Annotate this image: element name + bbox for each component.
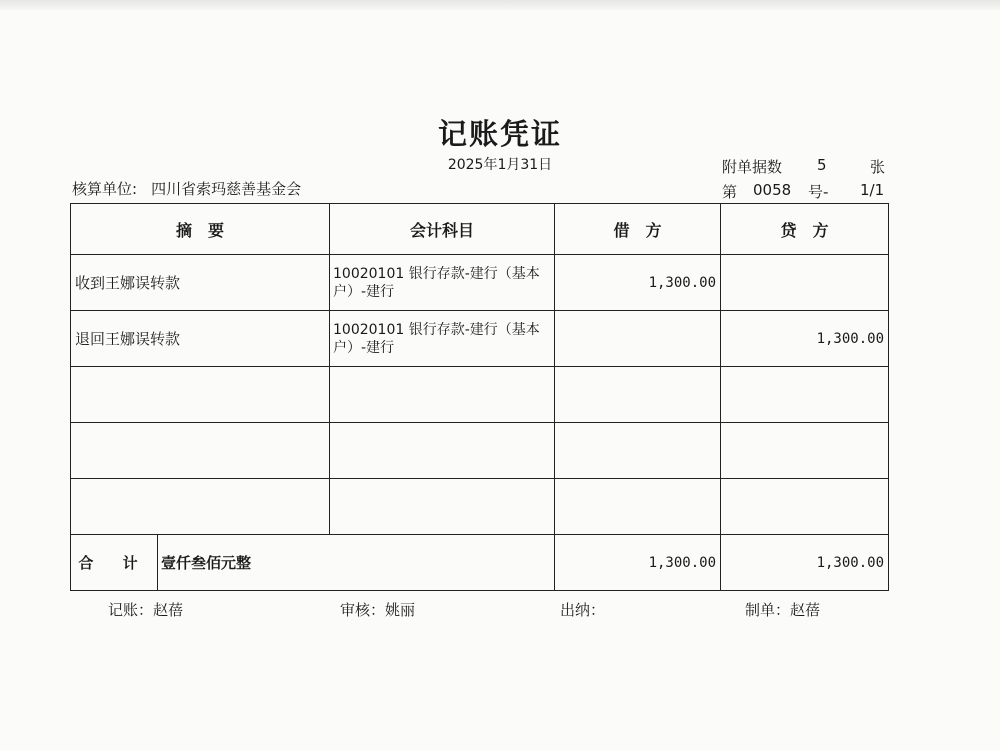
row-summary (71, 423, 330, 479)
sign-auditor: 审核：姚丽 (340, 601, 416, 619)
attach-label: 附单据数 (722, 158, 783, 176)
total-label: 合 计 (71, 535, 158, 591)
scan-edge (0, 0, 1000, 10)
row-summary (71, 367, 330, 423)
row-debit (555, 479, 721, 535)
row-debit (555, 423, 721, 479)
attach-unit: 张 (870, 158, 886, 176)
voucher-no-value: 0058 (753, 181, 792, 199)
voucher-table (70, 203, 889, 591)
row-debit (555, 311, 721, 367)
attach-count: 5 (817, 156, 827, 174)
unit-label: 核算单位: (72, 180, 138, 198)
header-summary: 摘 要 (71, 204, 330, 255)
row-credit (721, 423, 889, 479)
row-summary: 退回王娜误转款 (71, 311, 330, 367)
row-debit: 1,300.00 (555, 255, 721, 311)
voucher-no-suffix: 号- (808, 183, 829, 201)
total-row (71, 535, 889, 591)
row-summary: 收到王娜误转款 (71, 255, 330, 311)
sign-preparer: 制单：赵蓓 (745, 601, 821, 619)
row-debit (555, 367, 721, 423)
row-account: 10020101 银行存款-建行（基本户）-建行 (330, 255, 555, 311)
voucher-page: 1/1 (860, 181, 885, 199)
table-row (71, 367, 889, 423)
row-account (330, 479, 555, 535)
table-row (71, 255, 889, 311)
total-debit: 1,300.00 (555, 535, 721, 591)
row-credit (721, 255, 889, 311)
voucher-title: 记账凭证 (437, 117, 562, 151)
row-credit (721, 479, 889, 535)
table-row (71, 479, 889, 535)
sign-bookkeeper: 记账：赵蓓 (108, 601, 184, 619)
total-credit: 1,300.00 (721, 535, 889, 591)
table-row (71, 423, 889, 479)
row-account (330, 423, 555, 479)
row-summary (71, 479, 330, 535)
total-amount-words: 壹仟叁佰元整 (158, 535, 555, 591)
voucher-no-prefix: 第 (722, 183, 738, 201)
sign-cashier: 出纳： (560, 601, 606, 619)
row-credit (721, 367, 889, 423)
unit-name: 四川省索玛慈善基金会 (151, 180, 302, 198)
row-account (330, 367, 555, 423)
header-account: 会计科目 (330, 204, 555, 255)
header-debit: 借 方 (555, 204, 721, 255)
accounting-unit (72, 178, 301, 199)
table-header-row (71, 204, 889, 255)
voucher-date: 2025年1月31日 (447, 157, 553, 173)
header-credit: 贷 方 (721, 204, 889, 255)
row-account: 10020101 银行存款-建行（基本户）-建行 (330, 311, 555, 367)
table-row (71, 311, 889, 367)
row-credit: 1,300.00 (721, 311, 889, 367)
signature-line (0, 599, 1000, 619)
